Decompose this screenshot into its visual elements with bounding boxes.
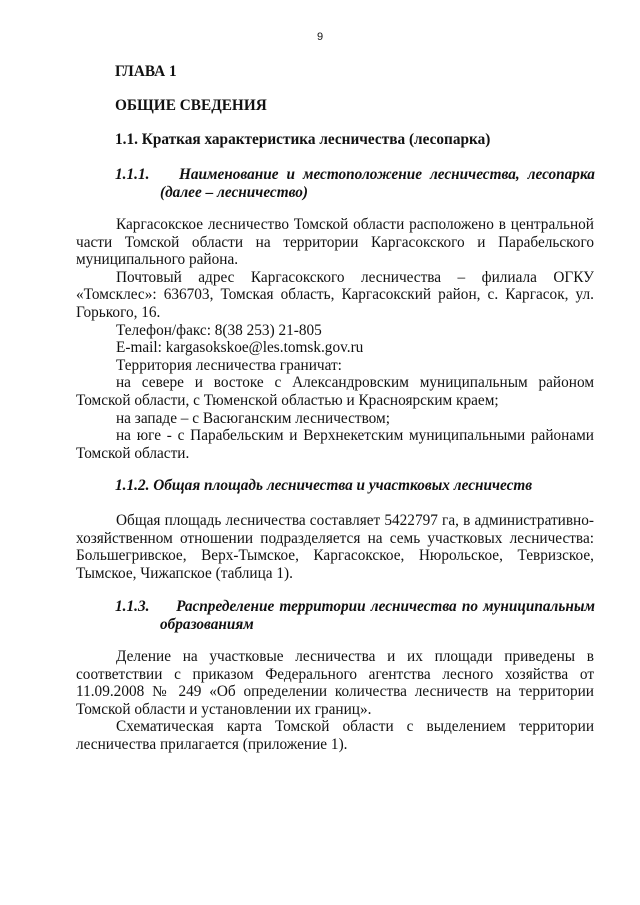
border-west: на западе – с Васюганским лесничеством; <box>116 409 390 427</box>
border-south: на юге - с Парабельским и Верхнекетским муниципальными районами <box>116 427 594 445</box>
subsection-number: 1.1.1. <box>115 166 150 183</box>
borders-intro: Территория лесничества граничат: <box>116 356 342 374</box>
chapter-heading: ГЛАВА 1 <box>115 63 177 80</box>
subsection-1-1-3-heading: 1.1.3. Распределение территории лесничества по муниципальным образованиям <box>115 598 595 633</box>
email: E-mail: kargasokskoe@les.tomsk.gov.ru <box>116 339 364 357</box>
map-reference: Схематическая карта Томской области с выделением территории <box>116 718 594 736</box>
paragraph-division: Деление на участковые лесничества и их площади приведены в соответствии с приказом Федерального агентства лесного хозяйства от 11.09.2008 № 249 «Об определении количества лесничеств на территории Томской области и установлении их границ». Схематическая карта Томской области с выделением территории лесничества прилагается (приложение 1). <box>76 648 594 753</box>
paragraph-location: Каргасокское лесничество Томской области расположено в центральной части Томской области на территории Каргасокского и Парабельского муниципального района. Почтовый адрес Каргасокского лесничества – филиала ОГКУ «Томсклес»: 636703, Томская область, Каргасокский район, с. Каргасок, ул. Горького, 16. Телефон/факс: 8(38 253) 21-805 E-mail: kargasokskoe@les.tomsk.gov.ru Территория лесничества граничат: на севере и востоке с Александровским муниципальным районом Томской области, с Тюменской областью и Красноярским краем; на западе – с Васюганским лесничеством; на юге - с Парабельским и Верхнекетским муниципальными районами Томской области. <box>76 216 594 462</box>
postal-address: Почтовый адрес Каргасокского лесничества – филиала ОГКУ <box>116 268 594 286</box>
border-north: на севере и востоке с Александровским муниципальным районом <box>116 374 594 392</box>
subsection-1-1-1-heading: 1.1.1. Наименование и местоположение лесничества, лесопарка (далее – лесничество) <box>115 166 595 201</box>
paragraph-area: Общая площадь лесничества составляет 5422797 га, в административно- хозяйственном отношении подразделяется на семь участковых лесничества: Большегривское, Верх-Тымское, Каргасокское, Нюрольское, Тевризское, Тымское, Чижапское (таблица 1). <box>76 512 594 582</box>
section-heading: 1.1. Краткая характеристика лесничества (лесопарка) <box>115 131 491 148</box>
phone-fax: Телефон/факс: 8(38 253) 21-805 <box>116 321 322 339</box>
subsection-1-1-2-heading: 1.1.2. Общая площадь лесничества и участковых лесничеств <box>115 477 533 494</box>
chapter-title: ОБЩИЕ СВЕДЕНИЯ <box>115 97 267 114</box>
page-number: 9 <box>316 31 324 43</box>
subsection-number: 1.1.3. <box>115 598 150 615</box>
